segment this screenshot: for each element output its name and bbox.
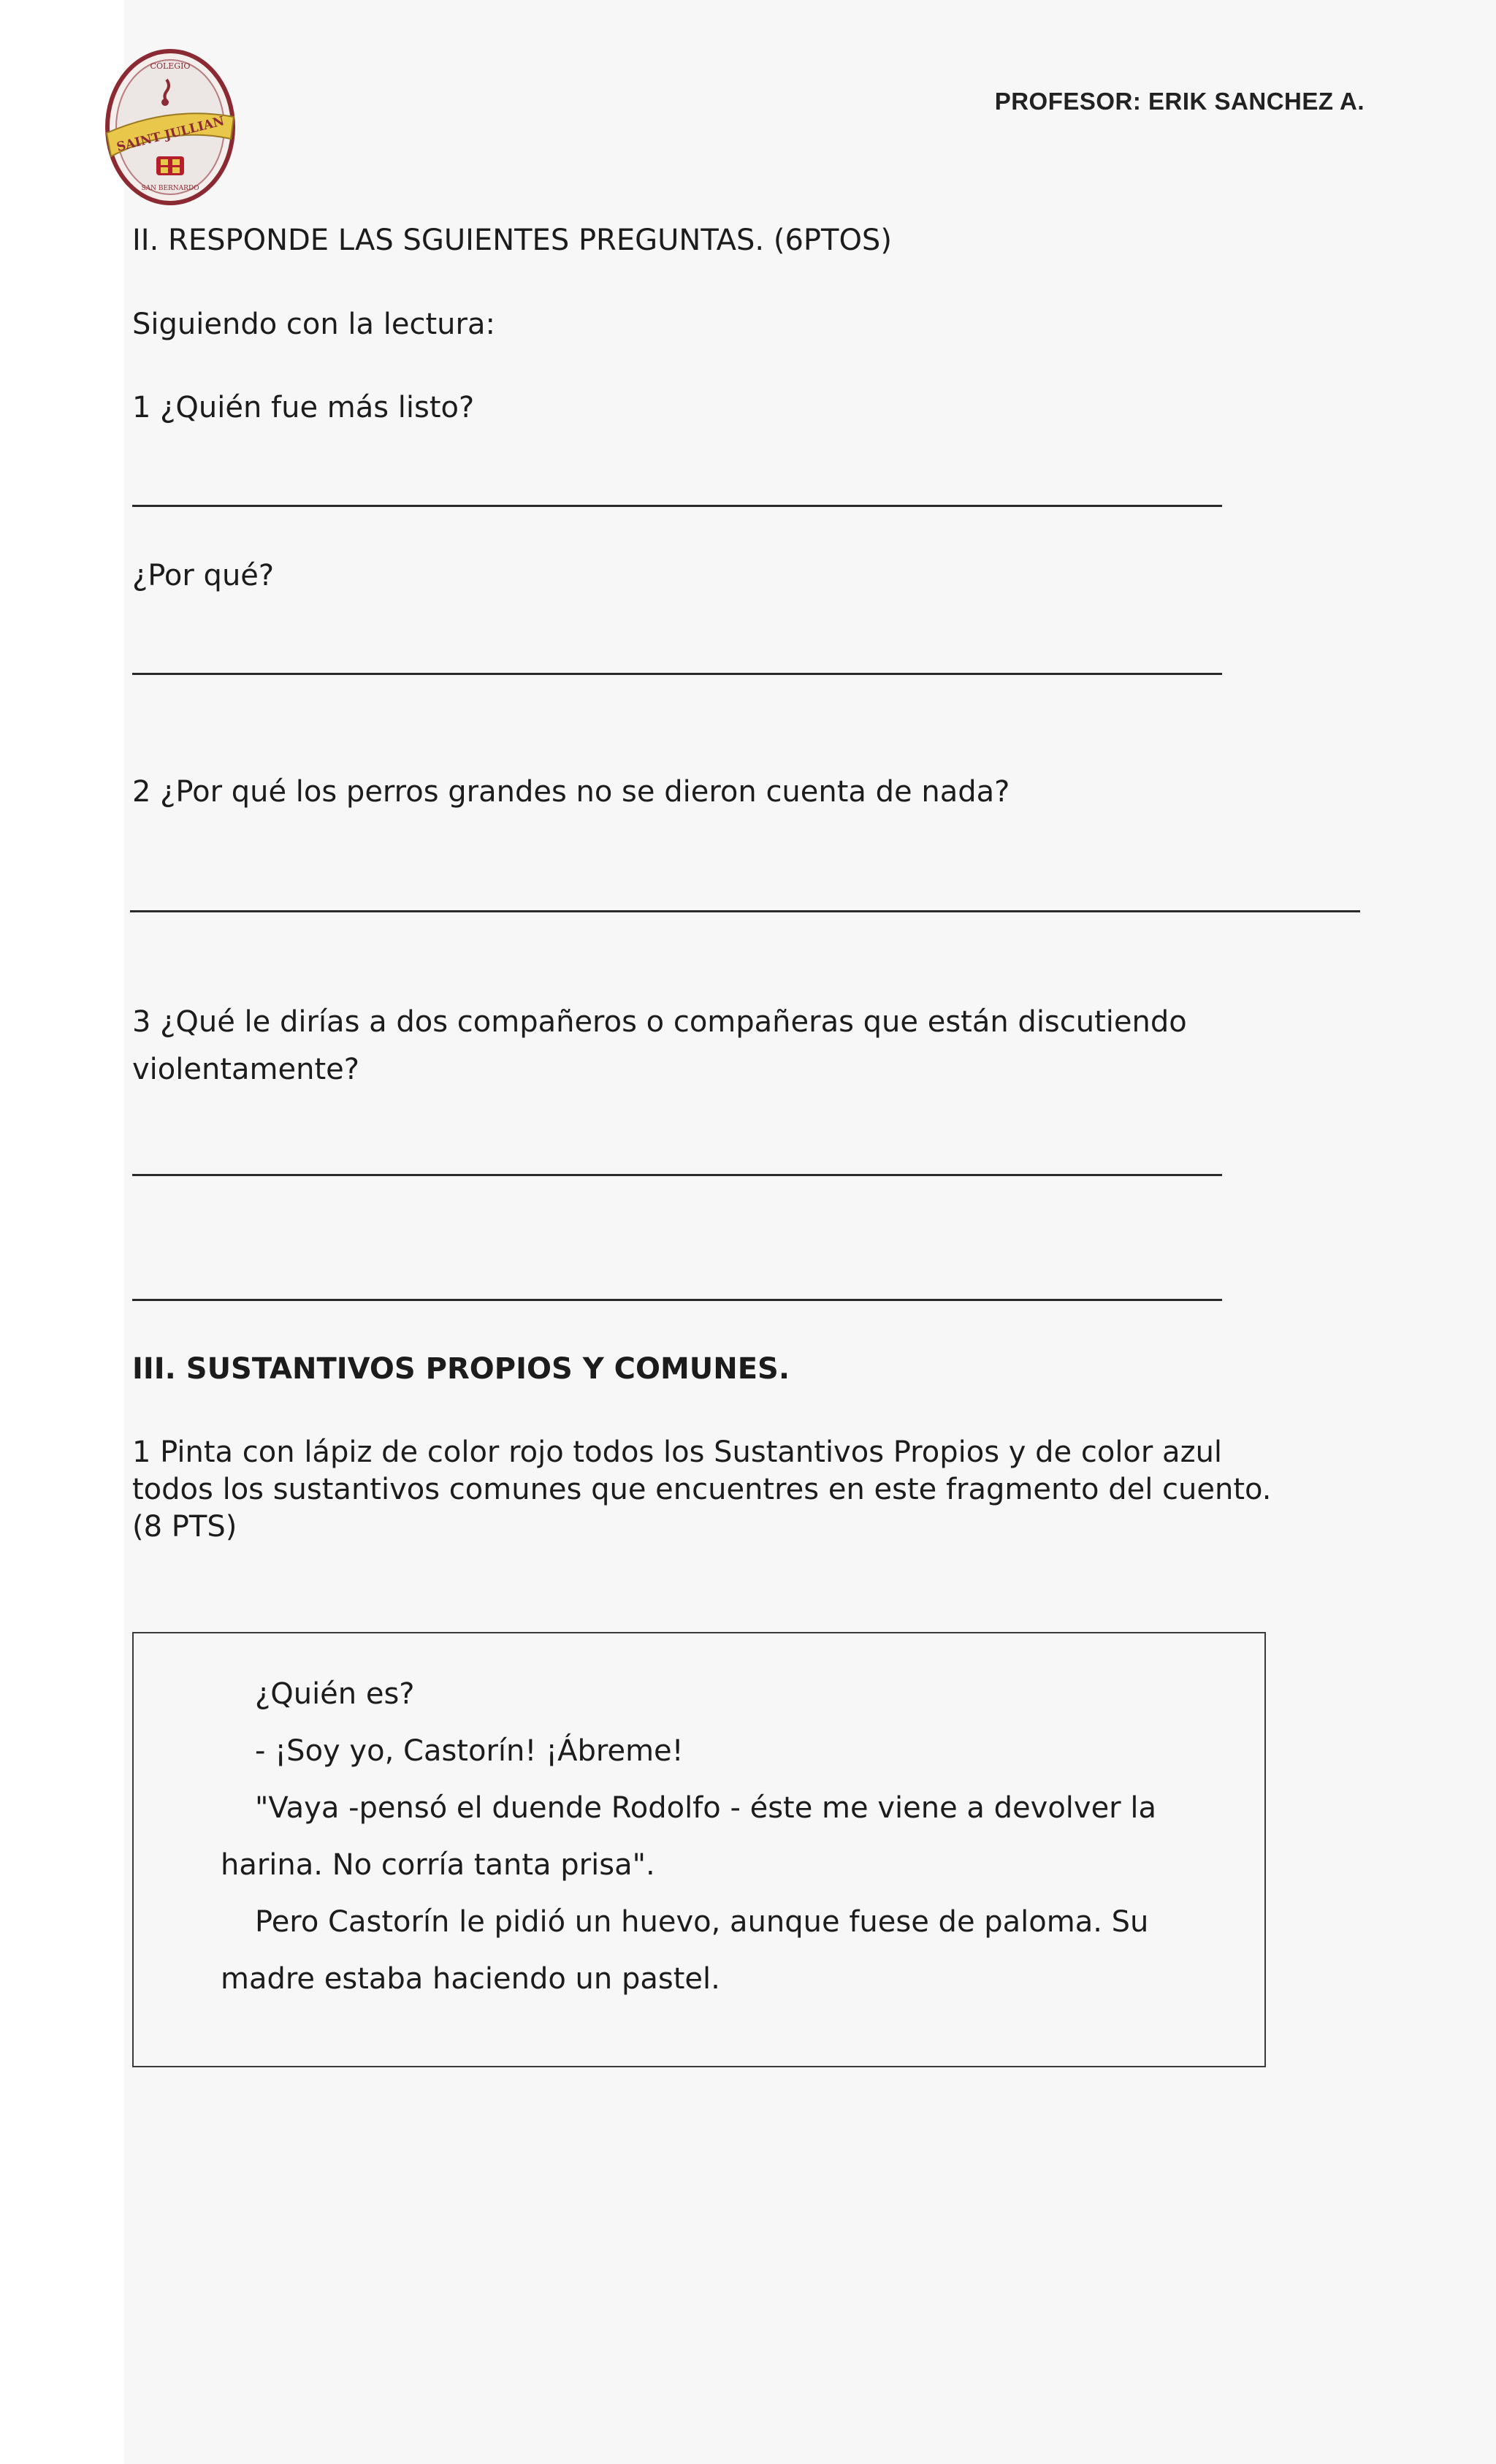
fragment-line-2: - ¡Soy yo, Castorín! ¡Ábreme! — [255, 1734, 684, 1768]
fragment-line-3: "Vaya -pensó el duende Rodolfo - éste me viene a devolver la — [255, 1791, 1156, 1825]
answer-line-3[interactable] — [130, 910, 1360, 912]
fragment-line-6: madre estaba haciendo un pastel. — [221, 1962, 720, 1996]
logo-text-banner: SAINT JULLIAN — [115, 113, 226, 155]
fragment-line-4: harina. No corría tanta prisa". — [221, 1848, 655, 1882]
reading-intro: Siguiendo con la lectura: — [132, 308, 495, 341]
section-2-title: II. RESPONDE LAS SGUIENTES PREGUNTAS. (6PTOS) — [132, 224, 892, 257]
section-3-instruction: 1 Pinta con lápiz de color rojo todos los Sustantivos Propios y de color azul todos los sustantivos comunes que encuentres en este fragmento del cuento. (8 PTS) — [132, 1435, 1272, 1544]
question-1-followup: ¿Por qué? — [132, 559, 275, 592]
fragment-line-5: Pero Castorín le pidió un huevo, aunque fuese de paloma. Su — [255, 1905, 1149, 1939]
logo-text-bottom: SAN BERNARDO — [141, 185, 199, 192]
answer-line-4[interactable] — [132, 1174, 1222, 1176]
question-3-line-1: 3 ¿Qué le dirías a dos compañeros o compañeras que están discutiendo — [132, 1005, 1187, 1039]
teacher-name: PROFESOR: ERIK SANCHEZ A. — [994, 88, 1365, 115]
answer-line-1[interactable] — [132, 505, 1222, 507]
page-background — [124, 0, 1496, 2464]
story-fragment-box — [132, 1632, 1266, 2067]
question-3-line-2: violentamente? — [132, 1053, 359, 1086]
answer-line-5[interactable] — [132, 1299, 1222, 1301]
section-3-title: III. SUSTANTIVOS PROPIOS Y COMUNES. — [132, 1352, 790, 1386]
question-2: 2 ¿Por qué los perros grandes no se dieron cuenta de nada? — [132, 775, 1010, 809]
school-logo — [102, 47, 238, 207]
fragment-line-1: ¿Quién es? — [255, 1677, 415, 1711]
logo-text-top: COLEGIO — [150, 61, 191, 71]
answer-line-2[interactable] — [132, 673, 1222, 675]
question-1: 1 ¿Quién fue más listo? — [132, 391, 475, 424]
